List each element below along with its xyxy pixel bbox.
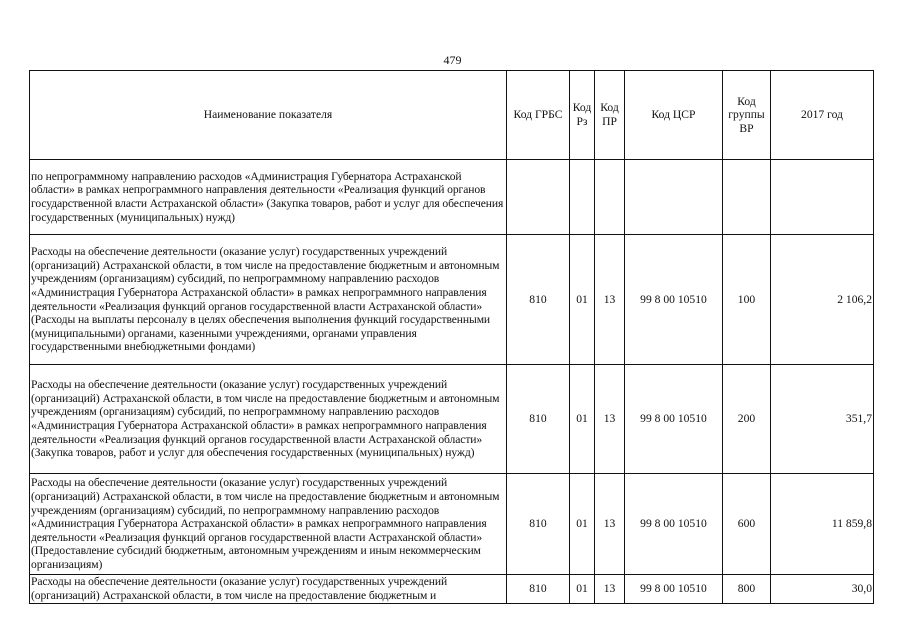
row-rz: 01: [570, 235, 595, 365]
row-pr: 13: [595, 235, 625, 365]
row-name: Расходы на обеспечение деятельности (оказание услуг) государственных учреждений (организаций) Астраханской области, в том числе на предоставление бюджетным и: [30, 575, 507, 604]
table-row: [30, 365, 874, 474]
row-vr: 100: [723, 235, 771, 365]
row-rz: 01: [570, 365, 595, 474]
budget-table: [29, 70, 874, 604]
header-name: Наименование показателя: [30, 71, 507, 160]
row-grbs: 810: [507, 474, 570, 575]
row-grbs: 810: [507, 575, 570, 604]
row-rz: [570, 160, 595, 235]
row-name: Расходы на обеспечение деятельности (оказание услуг) государственных учреждений (организаций) Астраханской области, в том числе на предоставление бюджетным и автономным учреждениям (организациям) субсидий, по непрограммному направлению расходов «Администрация Губернатора Астраханской области» в рамках непрограммного направления деятельности «Реализация функций органов государственной власти Астраханской области» (Предоставление субсидий бюджетным, автономным учреждениям и иным некоммерческим организациям): [30, 474, 507, 575]
row-csr: [625, 160, 723, 235]
row-csr: 99 8 00 10510: [625, 365, 723, 474]
row-amount: 351,7: [771, 365, 874, 474]
table-row: [30, 575, 874, 604]
header-grbs: Код ГРБС: [507, 71, 570, 160]
row-grbs: 810: [507, 235, 570, 365]
row-rz: 01: [570, 575, 595, 604]
row-pr: 13: [595, 365, 625, 474]
row-amount: 30,0: [771, 575, 874, 604]
row-name: Расходы на обеспечение деятельности (оказание услуг) государственных учреждений (организаций) Астраханской области, в том числе на предоставление бюджетным и автономным учреждениям (организациям) субсидий, по непрограммному направлению расходов «Администрация Губернатора Астраханской области» в рамках непрограммного направления деятельности «Реализация функций органов государственной власти Астраханской области» (Закупка товаров, работ и услуг для обеспечения государственных (муниципальных) нужд): [30, 365, 507, 474]
row-csr: 99 8 00 10510: [625, 474, 723, 575]
header-pr: Код ПР: [595, 71, 625, 160]
table-row: [30, 160, 874, 235]
row-pr: 13: [595, 575, 625, 604]
row-amount: 11 859,8: [771, 474, 874, 575]
row-csr: 99 8 00 10510: [625, 235, 723, 365]
row-vr: 800: [723, 575, 771, 604]
row-rz: 01: [570, 474, 595, 575]
page-number: 479: [443, 53, 462, 67]
row-pr: [595, 160, 625, 235]
header-rz: Код Рз: [570, 71, 595, 160]
row-vr: [723, 160, 771, 235]
header-csr: Код ЦСР: [625, 71, 723, 160]
row-pr: 13: [595, 474, 625, 575]
row-name: по непрограммному направлению расходов «Администрация Губернатора Астраханской области» в рамках непрограммного направления деятельности «Реализация функций органов государственной власти Астраханской области» (Закупка товаров, работ и услуг для обеспечения государственных (муниципальных) нужд): [30, 160, 507, 235]
row-grbs: 810: [507, 365, 570, 474]
table-header-row: [30, 71, 874, 160]
header-year: 2017 год: [771, 71, 874, 160]
header-vr: Код группы ВР: [723, 71, 771, 160]
table-row: [30, 474, 874, 575]
row-grbs: [507, 160, 570, 235]
row-amount: 2 106,2: [771, 235, 874, 365]
row-amount: [771, 160, 874, 235]
row-name: Расходы на обеспечение деятельности (оказание услуг) государственных учреждений (организаций) Астраханской области, в том числе на предоставление бюджетным и автономным учреждениям (организациям) субсидий, по непрограммному направлению расходов «Администрация Губернатора Астраханской области» в рамках непрограммного направления деятельности «Реализация функций органов государственной власти Астраханской области» (Расходы на выплаты персоналу в целях обеспечения выполнения функций государственными (муниципальными) органами, казенными учреждениями, органами управления государственными внебюджетными фондами): [30, 235, 507, 365]
row-vr: 200: [723, 365, 771, 474]
row-vr: 600: [723, 474, 771, 575]
table-row: [30, 235, 874, 365]
row-csr: 99 8 00 10510: [625, 575, 723, 604]
